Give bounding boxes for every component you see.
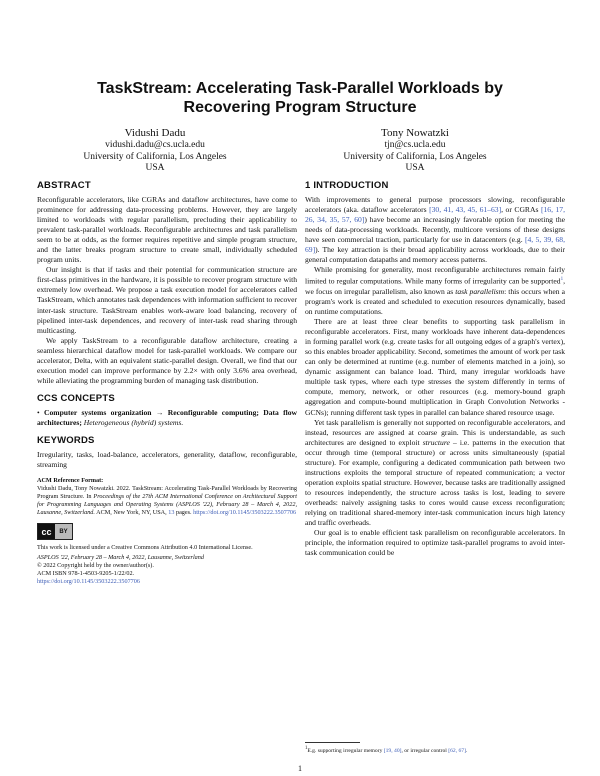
citation-link[interactable]: [4, 5, 39, 68, 69]	[305, 235, 565, 255]
citation-link[interactable]: [16, 17, 26, 34, 35, 57, 60]	[305, 205, 565, 225]
keywords-text: Irregularity, tasks, load-balance, accelerators, generality, dataflow, reconfigurable, streaming	[37, 449, 297, 470]
acm-ref-doi-link[interactable]: https://doi.org/10.1145/3503222.3507706	[193, 509, 297, 517]
citation-link[interactable]: [19, 40]	[383, 747, 402, 754]
ccs-heading: CCS CONCEPTS	[37, 392, 115, 404]
abstract-paragraph-2: Our insight is that if tasks and their potential for communication structure are first-class primitives in the hardware, it is possible to recover program structure with extremely low overhead. We propose a task execution model for accelerators called TaskStream, which annotates task dependences with information sufficient to recover inter-task structure. TaskStream enables work-aware load balancing, recovery of pipelined inter-task dependences, and recovery of inter-task read sharing through multicasting.	[37, 265, 297, 335]
intro-paragraph-2: While promising for generality, most reconfigurable architectures remain fairly limited to regular computations. While many forms of irregularity can be supported$^1$, we focus on irregular parallelism, also known as task parallelism: this occurs when a program's work is created and scheduled to execution resources dynamically, based on runtime computations.	[305, 265, 566, 317]
author-name: Vidushi Dadu	[124, 127, 186, 139]
intro-paragraph-1: With improvements to general purpose processors slowing, reconfigurable accelerators (aka. dataflow accelerators [30, 41, 43, 45, 61–63], or CGRAs [16, 17, 26, 34, 35, 57, 60]) have become an increasingly favorable option for meeting the needs of data-processing workloads. Recently, multicore versions of these designs have seen commercial traction, particularly for use in datacenters (e.g. [4, 5, 39, 68, 69]). The key attraction is their broad applicability across workloads, due to their general computation datapaths and memory access patterns.	[305, 195, 566, 265]
footnote-marker[interactable]: 1	[560, 277, 564, 283]
acm-ref-label: ACM Reference Format:	[37, 477, 104, 485]
ccs-italic: Heterogeneous (hybrid) systems.	[83, 417, 184, 427]
intro-paragraph-4: Yet task parallelism is generally not supported on reconfigurable accelerators, and instead, resources are assigned at coarse grain. This is understandable, as such architectures are designed to exploit structure – i.e. patterns in the execution that occur through time (temporal structure) or across units simultaneously (spatial structure). For example, configuring a dedicated communication path between two instructions exploits the temporal structure of repeated communication; a vector operation exploits spatial structure. However, because tasks are traditionally assigned to resources independently, the structure across tasks is lost, leading to severe overheads: naively assigning tasks to cores would cause excess reconfiguration; relying on traditional shared-memory inter-task communication incurs high latency and traffic overheads.	[305, 417, 565, 528]
author-block-2	[315, 126, 515, 175]
citation-link[interactable]: [30, 41, 43, 45, 61–63]	[429, 205, 502, 215]
by-icon: BY	[55, 524, 72, 539]
footnote: $^1$E.g. supporting irregular memory [19, 40], or irregular control [62, 67].	[305, 742, 565, 755]
abstract-paragraph-3: We apply TaskStream to a reconfigurable dataflow architecture, creating a seamless hierarchical dataflow model for task-parallel workloads. We compare our accelerator, Delta, with an equivalent static-parallel design. Overall, we find that our execution model can improve performance by 2.2× with only 3.6% area overhead, while alleviating the programming burden of managing task distribution.	[37, 335, 297, 385]
ccs-arrow: →	[155, 407, 164, 417]
keywords-heading: KEYWORDS	[37, 434, 95, 446]
ccs-bold-1: Computer systems organization	[43, 407, 152, 417]
acm-reference: ACM Reference Format: Vidushi Dadu, Tony Nowatzki. 2022. TaskStream: Accelerating Task-Parallel Workloads by Recovering Program Structure. In Proceedings of the 27th ACM International Conference on Architectural Support for Programming Languages and Operating Systems (ASPLOS '22), February 28 – March 4, 2022, Lausanne, Switzerland. ACM, New York, NY, USA, 13 pages. https://doi.org/10.1145/3503222.3507706	[37, 477, 297, 517]
citation-link[interactable]: [62, 67]	[448, 747, 466, 754]
author-country: USA	[405, 163, 425, 173]
license-block	[37, 544, 297, 586]
cc-by-logo[interactable]	[37, 523, 73, 540]
ccs-bullet: •	[37, 407, 40, 417]
author-name: Tony Nowatzki	[381, 127, 449, 139]
intro-paragraph-5: Our goal is to enable efficient task parallelism on reconfigurable accelerators. In principle, the information required to optimize task-parallel programs to avoid inter-task communication could be	[305, 528, 565, 558]
copyright-text: © 2022 Copyright held by the owner/author(s).	[37, 562, 154, 570]
ccs-concepts	[37, 408, 297, 428]
license-text: This work is licensed under a Creative Commons Attribution 4.0 International License.	[37, 544, 253, 552]
right-column	[305, 180, 565, 558]
author-affiliation: University of California, Los Angeles	[343, 151, 487, 162]
license-doi-link[interactable]: https://doi.org/10.1145/3503222.3507706	[37, 578, 140, 586]
author-affiliation: University of California, Los Angeles	[83, 151, 227, 162]
footnote-number: 1	[305, 746, 308, 751]
left-column	[37, 180, 297, 586]
intro-heading: 1 INTRODUCTION	[305, 180, 389, 191]
cc-icon: cc	[38, 524, 55, 539]
footnote-rule	[305, 742, 360, 743]
author-email: tjn@cs.ucla.edu	[384, 140, 446, 150]
venue-text: ASPLOS '22, February 28 – March 4, 2022, Lausanne, Switzerland	[37, 554, 204, 562]
intro-paragraph-3: There are at least three clear benefits to supporting task parallelism in reconfigurable accelerators. First, many workloads have inherent data-dependences in forming parallel work (e.g. create tasks for all outgoing edges of a graph's vertex), so this enables broader applicability. Second, sometimes the amount of work per task can only be determined at runtime (e.g. number of elements matched in a join), so dynamic assignment can balance load. Third, many irregular workloads have multiple task types, where each type stresses the system differently in terms of compute, memory, network, or other resources (e.g. memory-bound graph aggregation and compute-bound multiplication in Graph Convolution Networks - GCNs); running different task types in parallel can balance shared resource usage.	[305, 317, 565, 417]
isbn-text: ACM ISBN 978-1-4503-9205-1/22/02.	[37, 570, 135, 578]
page-number: 1	[298, 764, 302, 773]
ccs-bold-2: Reconfigurable computing; Data flow architectures;	[37, 407, 298, 427]
abstract-paragraph-1: Reconfigurable accelerators, like CGRAs and dataflow architectures, have come to prominence for addressing data-processing problems. However, they are largely limited to workloads with regular parallelism, precluding their applicability to prevalent task-parallel workloads. Reconfigurable architectures and task parallelism seem to be at odds, as the former requires repetitive and simple program structure, and the latter breaks program structure to create small, individually scheduled program units.	[37, 195, 297, 265]
pages-link[interactable]: 13	[168, 509, 175, 517]
author-email: vidushi.dadu@cs.ucla.edu	[105, 140, 205, 150]
paper-title: TaskStream: Accelerating Task-Parallel Workloads by Recovering Program Structure	[97, 80, 503, 116]
author-country: USA	[145, 163, 165, 173]
abstract-heading: ABSTRACT	[37, 180, 91, 191]
author-block-1	[55, 126, 255, 175]
